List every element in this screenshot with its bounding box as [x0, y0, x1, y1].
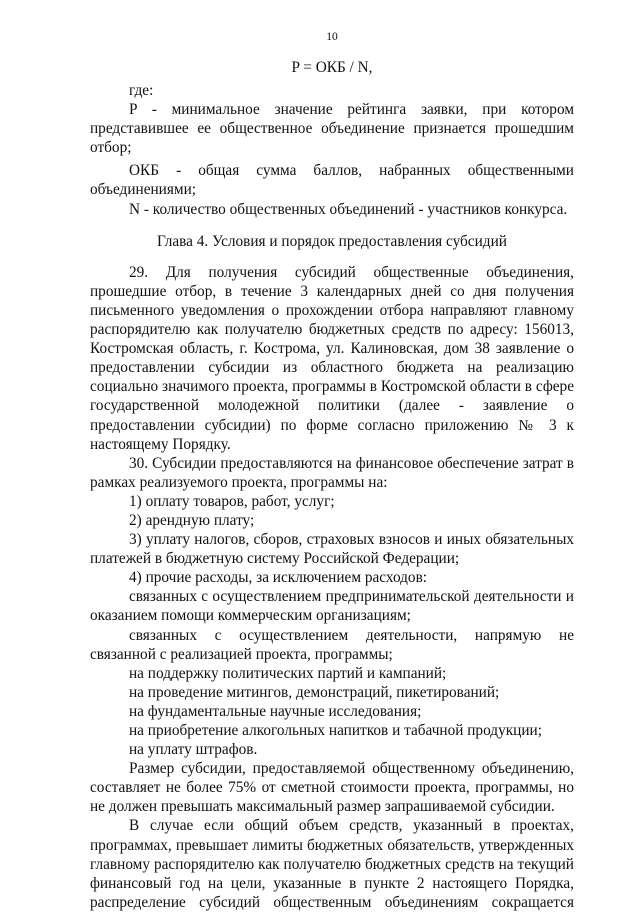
exclusion-political: на поддержку политических партий и кампаний; [129, 664, 447, 682]
reduction-paragraph: В случае если общий объем средств, указанный в проектах, программах, превышает лимиты бюджетных обязательств, утвержденных главному распорядителю как получателю бюджетных средств на текущий финансовый год на цели, указанные в пункте 2 настоящего Порядка, распределение субсидий общественным объединениям сокращается [90, 817, 574, 911]
definition-n: N - количество общественных объединений - участников конкурса. [129, 200, 568, 218]
exclusion-fines: на уплату штрафов. [129, 741, 258, 759]
list-item-4: 4) прочие расходы, за исключением расходов: [129, 569, 428, 587]
list-item-2: 2) арендную плату; [129, 511, 255, 529]
paragraph-29: 29. Для получения субсидий общественные объединения, прошедшие отбор, в течение 3 календарных дней со дня получения письменного уведомления о прохождении отбора направляют главному распорядителю как получателю бюджетных средств по адресу: 156013, Костромская область, г. Кострома, ул. Калиновская, дом 38 заявление о предоставлении субсидии из областного бюджета на реализацию социально значимого проекта, программы в Костромской области в сфере государственной молодежной политики (далее - заявление о предоставлении субсидии) по форме согласно приложению № 3 к настоящему Порядку. [90, 263, 574, 453]
definition-okb: ОКБ - общая сумма баллов, набранных общественными объединениями; [90, 162, 574, 199]
paragraph-30: 30. Субсидии предоставляются на финансовое обеспечение затрат в рамках реализуемого проекта, программы на: [90, 454, 574, 491]
exclusion-unrelated: связанных с осуществлением деятельности, напрямую не связанной с реализацией проекта, программы; [90, 626, 574, 663]
exclusion-alcohol: на приобретение алкогольных напитков и табачной продукции; [129, 722, 542, 739]
where-label: где: [129, 82, 154, 99]
list-item-1: 1) оплату товаров, работ, услуг; [129, 492, 335, 510]
list-item-3: 3) уплату налогов, сборов, страховых взносов и иных обязательных платежей в бюджетную систему Российской Федерации; [90, 531, 574, 568]
chapter-heading: Глава 4. Условия и порядок предоставления субсидий [157, 232, 507, 250]
exclusion-rallies: на проведение митингов, демонстраций, пикетирований; [129, 683, 500, 701]
rating-formula: P = ОКБ / N, [291, 59, 373, 76]
exclusion-research: на фундаментальные научные исследования; [129, 702, 422, 720]
definition-p: P - минимальное значение рейтинга заявки, при котором представившее ее общественное объединение признается прошедшим отбор; [90, 101, 574, 157]
exclusion-business: связанных с осуществлением предпринимательской деятельности и оказанием помощи коммерческим организациям; [90, 588, 574, 625]
page-number: 10 [326, 31, 338, 43]
subsidy-size-paragraph: Размер субсидии, предоставляемой общественному объединению, составляет не более 75% от сметной стоимости проекта, программы, но не должен превышать максимальный размер запрашиваемой субсидии. [90, 760, 574, 816]
